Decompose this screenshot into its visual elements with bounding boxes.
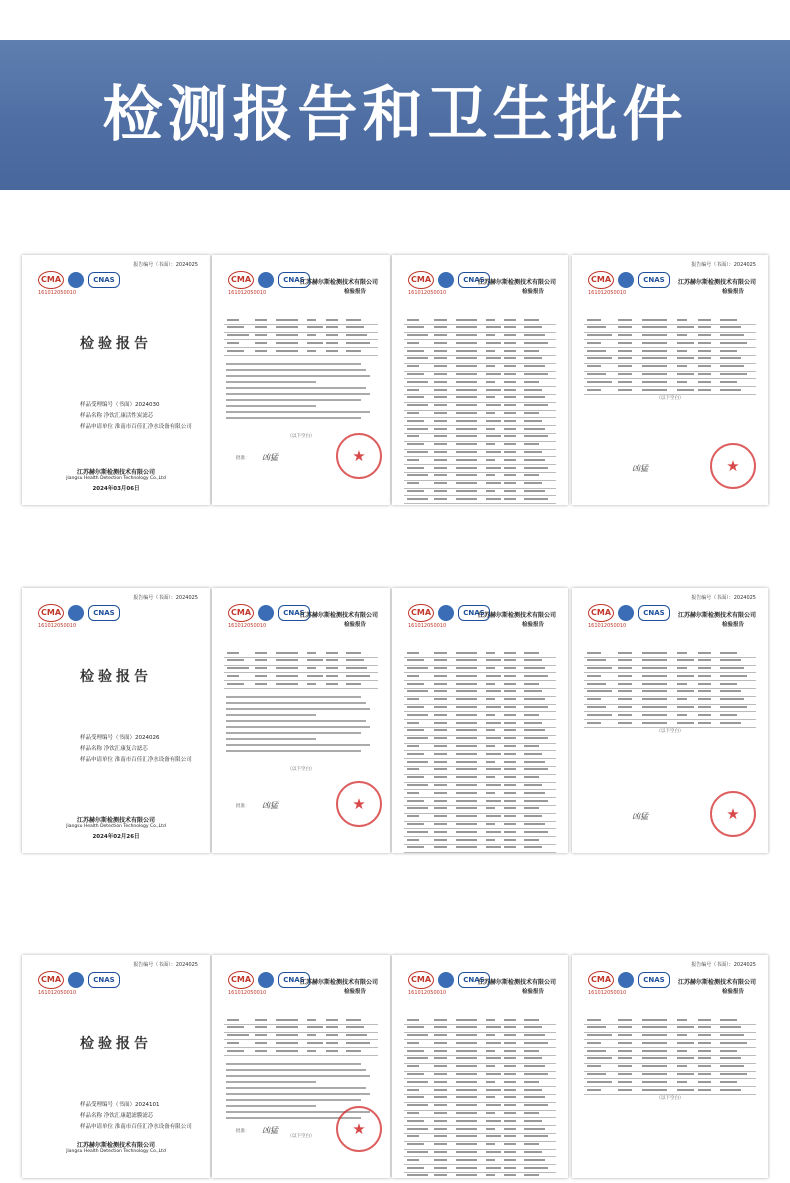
report-title: 检验报告: [343, 989, 366, 995]
results-table: [404, 317, 556, 505]
table-row: [404, 1040, 556, 1048]
cover-date: 2024年02月26日: [92, 834, 140, 840]
certification-logos: [228, 604, 310, 622]
table-row: [404, 465, 556, 473]
table-row: [224, 666, 378, 674]
cnas-logo-icon: CNAS: [458, 605, 490, 621]
sample-info-table: [224, 317, 378, 356]
end-mark: （以下空白）: [656, 1096, 684, 1101]
cma-number: 161012050010: [588, 290, 627, 296]
report-summary-page: [212, 255, 390, 505]
table-row: [404, 364, 556, 372]
table-row: [404, 1087, 556, 1095]
cma-number: 161012050010: [228, 290, 267, 296]
cover-company-en: Jiangsu Health Detection Technology Co.,Ltd: [66, 824, 166, 829]
cnas-logo-icon: CNAS: [88, 272, 120, 288]
cma-logo-icon: CMA: [38, 604, 64, 622]
certification-logos: [588, 971, 670, 989]
conclusion-text: [226, 363, 376, 423]
sample-name: 样品名称 净饮汇康超滤膜滤芯: [80, 1113, 154, 1119]
cnas-logo-icon: CNAS: [278, 272, 310, 288]
sample-info-table: [224, 1017, 378, 1056]
table-row: [404, 387, 556, 395]
table-row: [584, 689, 756, 697]
table-row: [224, 317, 378, 325]
report-results-page-2: [572, 588, 768, 853]
ilac-logo-icon: [68, 972, 84, 988]
end-mark: （以下空白）: [287, 434, 315, 439]
table-row: [224, 333, 378, 341]
cma-number: 161012050010: [408, 623, 447, 629]
table-row: [224, 673, 378, 681]
official-seal: [710, 443, 756, 489]
table-row: [404, 705, 556, 713]
cover-company: 江苏赫尔斯检测技术有限公司: [76, 1142, 155, 1149]
report-number: 报告编号（书面）：2024025: [691, 262, 756, 268]
table-row: [404, 403, 556, 411]
table-row: [404, 720, 556, 728]
table-row: [224, 681, 378, 689]
sign-label: 批准：: [236, 456, 250, 461]
report-row: [0, 250, 790, 510]
table-row: [584, 712, 756, 720]
cma-logo-icon: CMA: [228, 271, 254, 289]
table-row: [584, 325, 756, 333]
cover-company: 江苏赫尔斯检测技术有限公司: [76, 817, 155, 824]
table-row: [404, 751, 556, 759]
cma-number: 161012050010: [228, 990, 267, 996]
cover-title: 检验报告: [80, 336, 152, 352]
results-table: [584, 317, 756, 395]
table-row: [584, 340, 756, 348]
report-title: 检验报告: [721, 289, 744, 295]
table-row: [404, 379, 556, 387]
table-row: [584, 1033, 756, 1041]
results-table: [584, 650, 756, 728]
report-summary-page: [212, 588, 390, 853]
report-cover-page: [22, 955, 210, 1178]
table-row: [404, 666, 556, 674]
cma-logo-icon: CMA: [588, 604, 614, 622]
official-seal: [336, 781, 382, 827]
cnas-logo-icon: CNAS: [88, 605, 120, 621]
end-mark: （以下空白）: [287, 1134, 315, 1139]
table-row: [584, 681, 756, 689]
table-row: [404, 496, 556, 504]
table-row: [584, 379, 756, 387]
table-row: [404, 504, 556, 505]
table-row: [404, 1025, 556, 1033]
table-row: [404, 489, 556, 497]
sample-name: 样品名称 净饮汇康复合滤芯: [80, 746, 148, 752]
sample-number: 样品受理编号（书面）2024101: [80, 1102, 160, 1108]
table-row: [404, 1095, 556, 1103]
table-row: [404, 1033, 556, 1041]
table-row: [404, 837, 556, 845]
table-row: [224, 1048, 378, 1056]
table-row: [224, 1025, 378, 1033]
table-row: [404, 681, 556, 689]
table-row: [224, 325, 378, 333]
table-row: [584, 1048, 756, 1056]
report-title: 检验报告: [721, 622, 744, 628]
table-row: [584, 1079, 756, 1087]
table-row: [224, 658, 378, 666]
cover-title: 检验报告: [80, 669, 152, 685]
cma-number: 161012050010: [38, 623, 77, 629]
table-row: [404, 759, 556, 767]
table-row: [584, 720, 756, 728]
table-row: [584, 650, 756, 658]
report-company: 江苏赫尔斯检测技术有限公司: [677, 979, 756, 986]
report-company: 江苏赫尔斯检测技术有限公司: [299, 979, 378, 986]
cnas-logo-icon: CNAS: [638, 972, 670, 988]
cma-number: 161012050010: [38, 290, 77, 296]
table-row: [404, 697, 556, 705]
table-row: [404, 775, 556, 783]
report-title: 检验报告: [343, 289, 366, 295]
table-row: [224, 340, 378, 348]
cma-number: 161012050010: [408, 290, 447, 296]
cover-company-en: Jiangsu Health Detection Technology Co.,Ltd: [66, 476, 166, 481]
cover-title: 检验报告: [80, 1036, 152, 1052]
table-row: [584, 348, 756, 356]
report-results-page: [392, 255, 568, 505]
report-results-page-2: [572, 955, 768, 1178]
sample-info-table: [224, 650, 378, 689]
signature: 凶猛: [632, 812, 648, 821]
cma-logo-icon: CMA: [408, 271, 434, 289]
applicant: 样品申请单位 淮南市百佳汇净水设备有限公司: [80, 1124, 192, 1130]
table-row: [584, 1056, 756, 1064]
ilac-logo-icon: [438, 605, 454, 621]
table-row: [404, 426, 556, 434]
table-row: [584, 666, 756, 674]
cnas-logo-icon: CNAS: [638, 272, 670, 288]
report-title: 检验报告: [521, 622, 544, 628]
report-title: 检验报告: [721, 989, 744, 995]
report-summary-page: [212, 955, 390, 1178]
table-row: [404, 481, 556, 489]
report-number: 报告编号（书面）：2024025: [133, 595, 198, 601]
table-row: [404, 442, 556, 450]
table-row: [404, 728, 556, 736]
report-company: 江苏赫尔斯检测技术有限公司: [299, 279, 378, 286]
certification-logos: [38, 604, 120, 622]
ilac-logo-icon: [618, 605, 634, 621]
ilac-logo-icon: [438, 972, 454, 988]
table-row: [404, 434, 556, 442]
report-cover-page: [22, 588, 210, 853]
table-row: [404, 1103, 556, 1111]
cma-logo-icon: CMA: [408, 604, 434, 622]
report-results-page: [392, 955, 568, 1178]
ilac-logo-icon: [438, 272, 454, 288]
sample-name: 样品名称 净饮汇康活性炭滤芯: [80, 413, 154, 419]
table-row: [584, 1087, 756, 1095]
table-row: [584, 333, 756, 341]
cover-company-en: Jiangsu Health Detection Technology Co.,Ltd: [66, 1149, 166, 1154]
results-table: [404, 1017, 556, 1178]
table-row: [404, 356, 556, 364]
report-number: 报告编号（书面）：2024025: [691, 962, 756, 968]
results-table: [584, 1017, 756, 1095]
certification-logos: [228, 271, 310, 289]
table-row: [584, 387, 756, 395]
report-company: 江苏赫尔斯检测技术有限公司: [477, 279, 556, 286]
table-row: [404, 798, 556, 806]
report-number: 报告编号（书面）：2024025: [691, 595, 756, 601]
cma-logo-icon: CMA: [228, 971, 254, 989]
banner-title: 检测报告和卫生批件: [102, 80, 688, 150]
table-row: [584, 658, 756, 666]
table-row: [404, 1017, 556, 1025]
table-row: [404, 712, 556, 720]
end-mark: （以下空白）: [656, 729, 684, 734]
cnas-logo-icon: CNAS: [638, 605, 670, 621]
table-row: [584, 1072, 756, 1080]
table-row: [584, 1017, 756, 1025]
signature: 凶猛: [262, 453, 278, 462]
report-number: 报告编号（书面）：2024025: [133, 262, 198, 268]
report-results-page: [392, 588, 568, 853]
cnas-logo-icon: CNAS: [278, 605, 310, 621]
certification-logos: [588, 604, 670, 622]
report-results-page-2: [572, 255, 768, 505]
table-row: [404, 418, 556, 426]
cover-company: 江苏赫尔斯检测技术有限公司: [76, 469, 155, 476]
report-company: 江苏赫尔斯检测技术有限公司: [477, 612, 556, 619]
report-company: 江苏赫尔斯检测技术有限公司: [299, 612, 378, 619]
table-row: [404, 1165, 556, 1173]
table-row: [404, 829, 556, 837]
table-row: [404, 1157, 556, 1165]
table-row: [404, 372, 556, 380]
ilac-logo-icon: [258, 605, 274, 621]
report-title: 检验报告: [521, 289, 544, 295]
cma-number: 161012050010: [408, 990, 447, 996]
cover-date: 2024年03月06日: [92, 486, 140, 492]
signature: 凶猛: [262, 801, 278, 810]
table-row: [404, 806, 556, 814]
table-row: [404, 1118, 556, 1126]
table-row: [404, 411, 556, 419]
end-mark: （以下空白）: [656, 396, 684, 401]
table-row: [224, 348, 378, 356]
applicant: 样品申请单位 淮南市百佳汇净水设备有限公司: [80, 424, 192, 430]
report-company: 江苏赫尔斯检测技术有限公司: [477, 979, 556, 986]
table-row: [404, 1111, 556, 1119]
table-row: [404, 1056, 556, 1064]
cma-logo-icon: CMA: [38, 271, 64, 289]
table-row: [584, 364, 756, 372]
results-table: [404, 650, 556, 853]
ilac-logo-icon: [618, 272, 634, 288]
table-row: [584, 1064, 756, 1072]
table-row: [404, 790, 556, 798]
table-row: [584, 372, 756, 380]
report-company: 江苏赫尔斯检测技术有限公司: [677, 612, 756, 619]
certification-logos: [228, 971, 310, 989]
table-row: [224, 650, 378, 658]
table-row: [404, 1142, 556, 1150]
report-company: 江苏赫尔斯检测技术有限公司: [677, 279, 756, 286]
table-row: [404, 744, 556, 752]
cma-number: 161012050010: [588, 623, 627, 629]
table-row: [404, 340, 556, 348]
signature: 凶猛: [632, 464, 648, 473]
table-row: [404, 658, 556, 666]
table-row: [584, 673, 756, 681]
signature: 凶猛: [262, 1126, 278, 1135]
ilac-logo-icon: [258, 272, 274, 288]
cma-logo-icon: CMA: [588, 971, 614, 989]
table-row: [584, 1025, 756, 1033]
cma-logo-icon: CMA: [588, 271, 614, 289]
conclusion-text: [226, 696, 376, 756]
cma-number: 161012050010: [38, 990, 77, 996]
table-row: [404, 450, 556, 458]
cma-logo-icon: CMA: [408, 971, 434, 989]
table-row: [224, 1017, 378, 1025]
certification-logos: [38, 971, 120, 989]
cma-number: 161012050010: [228, 623, 267, 629]
table-row: [404, 1126, 556, 1134]
official-seal: [336, 433, 382, 479]
certification-logos: [588, 271, 670, 289]
table-row: [584, 356, 756, 364]
table-row: [404, 1079, 556, 1087]
table-row: [404, 1173, 556, 1178]
ilac-logo-icon: [68, 272, 84, 288]
table-row: [584, 705, 756, 713]
table-row: [404, 822, 556, 830]
table-row: [404, 1072, 556, 1080]
ilac-logo-icon: [618, 972, 634, 988]
report-title: 检验报告: [521, 989, 544, 995]
table-row: [404, 845, 556, 853]
table-row: [404, 673, 556, 681]
table-row: [404, 333, 556, 341]
table-row: [404, 457, 556, 465]
ilac-logo-icon: [68, 605, 84, 621]
cma-logo-icon: CMA: [228, 604, 254, 622]
report-row: [0, 583, 790, 858]
table-row: [404, 1134, 556, 1142]
table-row: [404, 1048, 556, 1056]
table-row: [404, 1064, 556, 1072]
official-seal: [336, 1106, 382, 1152]
cnas-logo-icon: CNAS: [88, 972, 120, 988]
table-row: [584, 1040, 756, 1048]
table-row: [404, 650, 556, 658]
table-row: [584, 697, 756, 705]
sign-label: 批准：: [236, 804, 250, 809]
cma-logo-icon: CMA: [38, 971, 64, 989]
official-seal: [710, 791, 756, 837]
sample-number: 样品受理编号（书面）2024030: [80, 402, 160, 408]
certification-logos: [38, 271, 120, 289]
table-row: [224, 1040, 378, 1048]
table-row: [404, 325, 556, 333]
table-row: [224, 1033, 378, 1041]
table-row: [404, 473, 556, 481]
table-row: [404, 814, 556, 822]
cnas-logo-icon: CNAS: [458, 272, 490, 288]
report-title: 检验报告: [343, 622, 366, 628]
table-row: [404, 767, 556, 775]
table-row: [584, 317, 756, 325]
cma-number: 161012050010: [588, 990, 627, 996]
sample-number: 样品受理编号（书面）2024026: [80, 735, 160, 741]
table-row: [404, 736, 556, 744]
report-cover-page: [22, 255, 210, 505]
report-number: 报告编号（书面）：2024025: [133, 962, 198, 968]
table-row: [404, 348, 556, 356]
applicant: 样品申请单位 淮南市百佳汇净水设备有限公司: [80, 757, 192, 763]
table-row: [404, 395, 556, 403]
cnas-logo-icon: CNAS: [458, 972, 490, 988]
table-row: [404, 1150, 556, 1158]
table-row: [404, 317, 556, 325]
end-mark: （以下空白）: [287, 767, 315, 772]
sign-label: 批准：: [236, 1129, 250, 1134]
table-row: [404, 689, 556, 697]
report-row: [0, 950, 790, 1183]
table-row: [404, 783, 556, 791]
cnas-logo-icon: CNAS: [278, 972, 310, 988]
ilac-logo-icon: [258, 972, 274, 988]
